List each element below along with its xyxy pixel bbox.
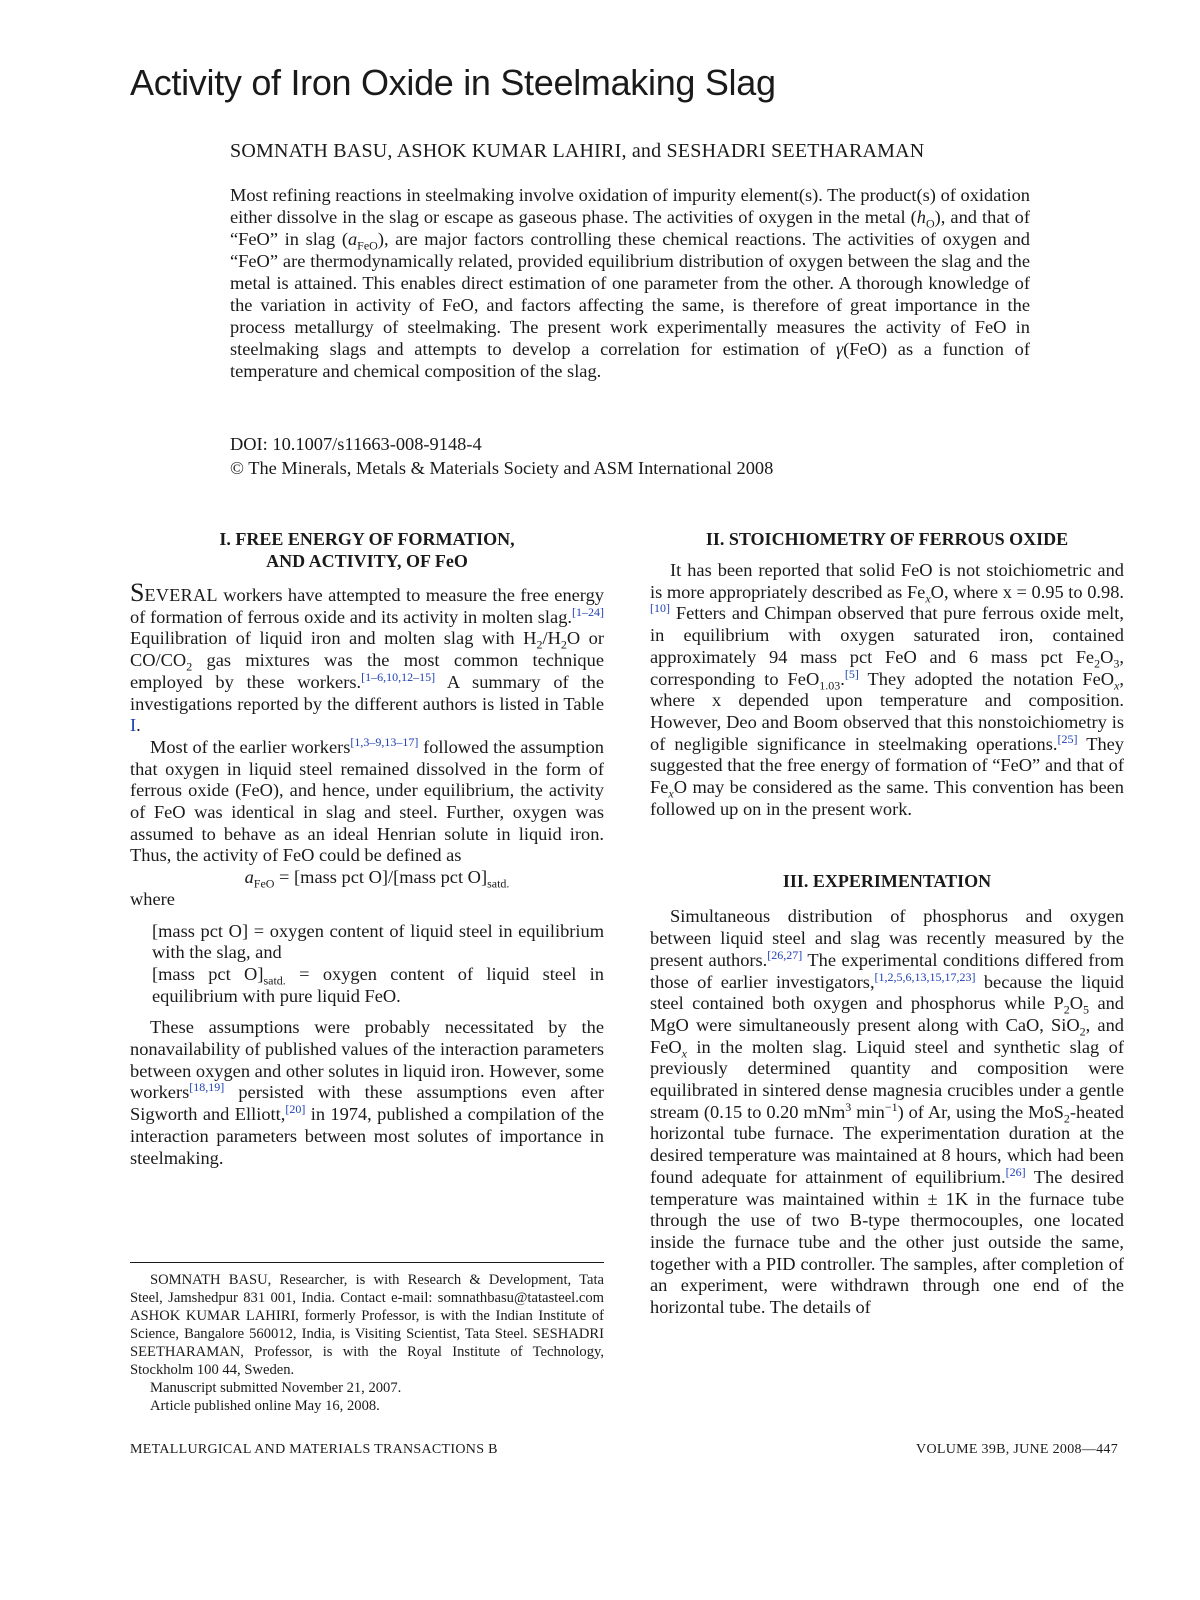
citation-link[interactable]: [1–6,10,12–15] bbox=[361, 669, 436, 684]
where-label: where bbox=[130, 888, 175, 909]
citation-link[interactable]: [10] bbox=[650, 601, 670, 616]
volume-page-footer: VOLUME 39B, JUNE 2008—447 bbox=[916, 1442, 1118, 1457]
equation: $a_{FeO}$ = [mass pct O]/[mass pct $O]_{satd.}$ bbox=[244, 867, 510, 891]
doi-text: DOI: 10.1007/s11663-008-9148-4 bbox=[230, 434, 482, 454]
citation-link[interactable]: [26,27] bbox=[767, 947, 803, 962]
definition-item: [mass pct O] = oxygen content of liquid steel in equilibrium with the slag, and bbox=[152, 920, 604, 963]
affiliation-text: SOMNATH BASU, Researcher, is with Research & Development, Tata Steel, Jamshedpur 831 001, India. Contact e-mail: somnathbasu@tatasteel.com ASHOK KUMAR LAHIRI, formerly Professor, is with the Indian Institute of Science, Bangalore 560012, India, is Visiting Scientist, Tata Steel. SESHADRI SEETHARAMAN, Professor, is with the Royal Institute of Technology, Stockholm 100 44, Sweden. bbox=[130, 1272, 604, 1378]
citation-link[interactable]: [18,19] bbox=[189, 1080, 225, 1095]
citation-link[interactable]: [25] bbox=[1057, 731, 1078, 746]
section-2-paragraph-1: It has been reported that solid FeO is not stoichiometric and is more appropriately described as $Fe_xO$, where x = 0.95 to 0.98.[10] Fetters and Chimpan observed that pure ferrous oxide melt, in equilibrium with oxygen saturated iron, contained approximately 94 mass pct FeO and 6 mass pct $Fe_2O_3$, corresponding to FeO$_{1.03}$.[5] They adopted the notation FeO$_x$, where x depended upon temperature and composition. However, Deo and Boom observed that this nonstoichiometry is of negligible significance in steelmaking operations.[25] They suggested that the free energy of formation of “FeO” and that of $Fe_xO$ may be considered as the same. This convention has been followed up on in the present work. bbox=[650, 560, 1124, 819]
definition-list bbox=[150, 921, 604, 1008]
section-1-paragraph-3: These assumptions were probably necessitated by the nonavailability of published values of the interaction parameters between oxygen and other solutes in liquid iron. However, some workers[18,19] persisted with these assumptions even after Sigworth and Elliott,[20] in 1974, published a compilation of the interaction parameters between most solutes of importance in steelmaking. bbox=[130, 1017, 604, 1168]
publication-date: Article published online May 16, 2008. bbox=[150, 1398, 380, 1414]
copyright-text: © The Minerals, Metals & Materials Society and ASM International 2008 bbox=[230, 458, 774, 478]
author-list: SOMNATH BASU, ASHOK KUMAR LAHIRI, and SESHADRI SEETHARAMAN bbox=[230, 140, 925, 162]
section-1-paragraph-1: SEVERAL workers have attempted to measure the free energy of formation of ferrous oxide and its activity in molten slag.[1–24] Equilibration of liquid iron and molten slag with $H_2/H_2O$ or $CO/CO_2$ gas mixtures was the most common technique employed by these workers.[1–6,10,12–15] A summary of the investigations reported by the different authors is listed in Table I. bbox=[130, 578, 604, 736]
submission-date: Manuscript submitted November 21, 2007. bbox=[150, 1380, 402, 1396]
section-3-heading: III. EXPERIMENTATION bbox=[782, 871, 992, 892]
left-column bbox=[130, 528, 604, 1169]
table-link[interactable]: I bbox=[130, 715, 137, 736]
doi-block bbox=[230, 432, 773, 480]
abstract: Most refining reactions in steelmaking involve oxidation of impurity element(s). The product(s) of oxidation either dissolve in the slag or escape as gaseous phase. The activities of oxygen in the metal $(h_O)$, and that of “FeO” in slag $(a_{FeO})$, are major factors controlling these chemical reactions. The activities of oxygen and “FeO” are thermodynamically related, provided equilibrium distribution of oxygen between the slag and the metal is attained. This enables direct estimation of one parameter from the other. A thorough knowledge of the variation in activity of FeO, and factors affecting the same, is therefore of great importance in the process metallurgy of steelmaking. The present work experimentally measures the activity of FeO in steelmaking slags and attempts to develop a correlation for estimation of γ(FeO) as a function of temperature and chemical composition of the slag. bbox=[230, 185, 1030, 381]
journal-name-footer: METALLURGICAL AND MATERIALS TRANSACTIONS B bbox=[130, 1442, 498, 1457]
citation-link[interactable]: [5] bbox=[844, 666, 859, 681]
citation-link[interactable]: [1,2,5,6,13,15,17,23] bbox=[874, 969, 976, 984]
citation-link[interactable]: [1–24] bbox=[572, 604, 604, 619]
definition-item: [mass pct $O]_{satd.}$ = oxygen content of liquid steel in equilibrium with pure liquid FeO. bbox=[152, 963, 604, 1006]
section-1-heading: I. FREE ENERGY OF FORMATION, AND ACTIVITY, OF FeO bbox=[219, 529, 515, 571]
section-3-paragraph-1: Simultaneous distribution of phosphorus and oxygen between liquid steel and slag was recently measured by the present authors.[26,27] The experimental conditions differed from those of earlier investigators,[1,2,5,6,13,15,17,23] because the liquid steel contained both oxygen and phosphorus while $P_2O_5$ and MgO were simultaneously present along with CaO, SiO$_2$, and FeO$_x$ in the molten slag. Liquid steel and synthetic slag of previously determined quantity and composition were equilibrated in sintered dense magnesia crucibles under a gentle stream (0.15 to 0.20 mNm$^3$ $\min^{-1}$) of Ar, using the MoS$_2$-heated horizontal tube furnace. The experimentation duration at the desired temperature was maintained at 8 hours, which had been found adequate for attainment of equilibrium.[26] The desired temperature was maintained within ± 1K in the furnace tube through the use of two B-type thermocouples, one located inside the furnace tube and the other just outside the same, together with a PID controller. The samples, after completion of an experiment, were withdrawn through one end of the horizontal tube. The details of bbox=[650, 906, 1124, 1318]
author-affiliation-footnote bbox=[130, 1262, 604, 1415]
citation-link[interactable]: [26] bbox=[1005, 1164, 1026, 1179]
right-column bbox=[650, 528, 1124, 1319]
citation-link[interactable]: [20] bbox=[285, 1102, 306, 1117]
citation-link[interactable]: [1,3–9,13–17] bbox=[350, 734, 419, 749]
section-1-paragraph-2: Most of the earlier workers[1,3–9,13–17] followed the assumption that oxygen in liquid steel remained dissolved in the form of ferrous oxide (FeO), and hence, under equilibrium, the activity of FeO was identical in slag and steel. Further, oxygen was assumed to behave as an ideal Henrian solute in liquid iron. Thus, the activity of FeO could be defined as bbox=[130, 734, 605, 866]
page-title: Activity of Iron Oxide in Steelmaking Slag bbox=[130, 62, 776, 103]
section-2-heading: II. STOICHIOMETRY OF FERROUS OXIDE bbox=[705, 529, 1069, 549]
